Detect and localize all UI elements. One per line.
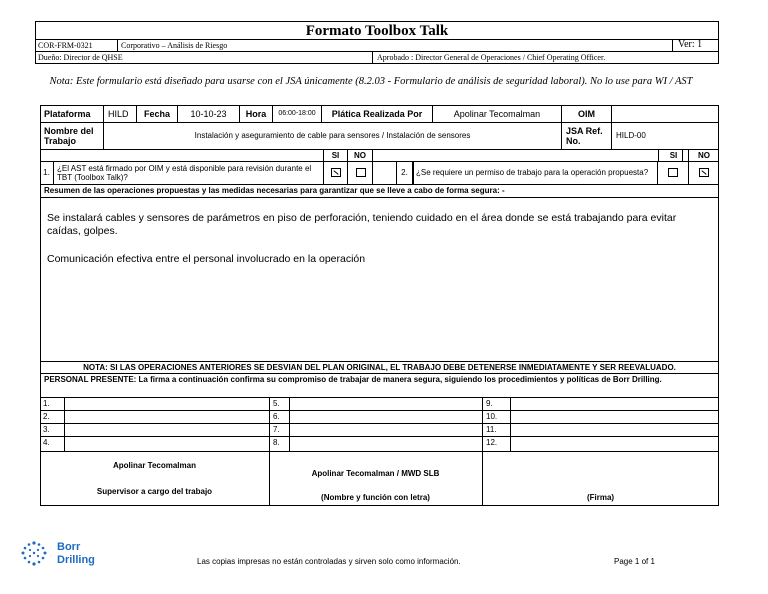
name-function: Apolinar Tecomalman / MWD SLB bbox=[311, 469, 440, 478]
form-version: Ver: 1 bbox=[678, 39, 703, 50]
oim-label: OIM bbox=[562, 105, 612, 122]
usage-note: Nota: Este formulario está diseñado para usarse con el JSA únicamente (8.2.03 - Formulario de análisis de seguridad laboral). No lo use para WI / AST bbox=[49, 76, 693, 87]
row-number: 6. bbox=[273, 412, 280, 421]
row-number: 1. bbox=[43, 399, 50, 408]
row-number: 7. bbox=[273, 425, 280, 434]
yes-no-header-row bbox=[40, 149, 719, 161]
questions-row bbox=[40, 161, 719, 184]
q2-yes-checkbox[interactable] bbox=[668, 168, 678, 177]
row-number: 4. bbox=[43, 438, 50, 447]
info-row bbox=[40, 105, 719, 122]
footer-page: Page 1 of 1 bbox=[614, 557, 655, 566]
footer-disclaimer: Las copias impresas no están controladas y sirven solo como información. bbox=[197, 557, 461, 566]
q2-text: ¿Se requiere un permiso de trabajo para la operación propuesta? bbox=[413, 161, 658, 184]
q1-text: ¿El AST está firmado por OIM y está disponible para revisión durante el TBT (Toolbox Talk)? bbox=[54, 161, 324, 184]
form-code: COR-FRM-0321 bbox=[38, 41, 93, 50]
job-name-label: Nombre del Trabajo bbox=[40, 122, 104, 149]
warning-note: NOTA: SI LAS OPERACIONES ANTERIORES SE DESVIAN DEL PLAN ORIGINAL, EL TRABAJO DEBE DETENERSE INMEDIATAMENTE Y SER REEVALUADO. bbox=[83, 363, 676, 372]
job-row bbox=[40, 122, 719, 149]
row-number: 9. bbox=[486, 399, 493, 408]
talk-by-value: Apolinar Tecomalman bbox=[433, 105, 562, 122]
q2-yes-header: SI bbox=[658, 149, 689, 161]
logo-icon bbox=[20, 540, 48, 568]
borr-drilling-logo bbox=[20, 540, 110, 570]
form-category: Corporativo – Análisis de Riesgo bbox=[121, 41, 228, 50]
time-label: Hora bbox=[240, 105, 273, 122]
platform-value: HILD bbox=[104, 105, 137, 122]
row-number: 10. bbox=[486, 412, 498, 421]
form-title: Formato Toolbox Talk bbox=[305, 23, 449, 39]
jsa-label: JSA Ref. No. bbox=[562, 122, 612, 149]
logo-text-drilling: Drilling bbox=[57, 554, 95, 566]
q1-no-header: NO bbox=[348, 149, 373, 161]
oim-value bbox=[612, 105, 719, 122]
row-number: 2. bbox=[43, 412, 50, 421]
jsa-value: HILD-00 bbox=[616, 131, 646, 140]
form-approved: Aprobado : Director General de Operaciones / Chief Operating Officer. bbox=[377, 53, 606, 62]
q1-yes-checkbox[interactable] bbox=[331, 168, 341, 177]
row-number: 5. bbox=[273, 399, 280, 408]
summary-paragraph-2: Comunicación efectiva entre el personal involucrado en la operación bbox=[47, 253, 366, 265]
time-value: 06:00-18:00 bbox=[273, 105, 322, 122]
date-label: Fecha bbox=[137, 105, 178, 122]
talk-by-label: Plática Realizada Por bbox=[322, 105, 433, 122]
row-number: 8. bbox=[273, 438, 280, 447]
job-name-value: Instalación y aseguramiento de cable para sensores / Instalación de sensores bbox=[104, 122, 562, 149]
platform-label: Plataforma bbox=[40, 105, 104, 122]
q2-no-header: NO bbox=[698, 150, 710, 160]
summary-paragraph-1: Se instalará cables y sensores de parámetros en piso de perforación, teniendo cuidado en el área donde se está trabajando para evitar caídas, golpes. bbox=[47, 212, 677, 237]
summary-heading: Resumen de las operaciones propuestas y las medidas necesarias para garantizar que se lleve a cabo de forma segura: - bbox=[44, 186, 505, 195]
personnel-heading: PERSONAL PRESENTE: La firma a continuación confirma su compromiso de trabajar de manera segura, siguiendo los procedimientos y políticas de Borr Drilling. bbox=[44, 375, 662, 384]
date-value: 10-10-23 bbox=[178, 105, 240, 122]
logo-text-borr: Borr bbox=[57, 541, 81, 553]
q2-no-checkbox[interactable] bbox=[699, 168, 709, 177]
row-number: 12. bbox=[486, 438, 498, 447]
form-owner: Dueño: Director de QHSE bbox=[38, 53, 123, 62]
q1-no-checkbox[interactable] bbox=[356, 168, 366, 177]
row-number: 3. bbox=[43, 425, 50, 434]
name-function-label: (Nombre y función con letra) bbox=[321, 493, 430, 502]
q2-number: 2. bbox=[396, 161, 413, 184]
q1-yes-header: SI bbox=[324, 149, 348, 161]
q1-number: 1. bbox=[40, 161, 54, 184]
supervisor-name: Apolinar Tecomalman bbox=[113, 461, 196, 470]
personnel-grid bbox=[40, 397, 719, 451]
supervisor-role: Supervisor a cargo del trabajo bbox=[96, 487, 213, 496]
signature-label: (Firma) bbox=[586, 493, 615, 502]
row-number: 11. bbox=[486, 425, 497, 434]
signature-row bbox=[40, 451, 719, 506]
